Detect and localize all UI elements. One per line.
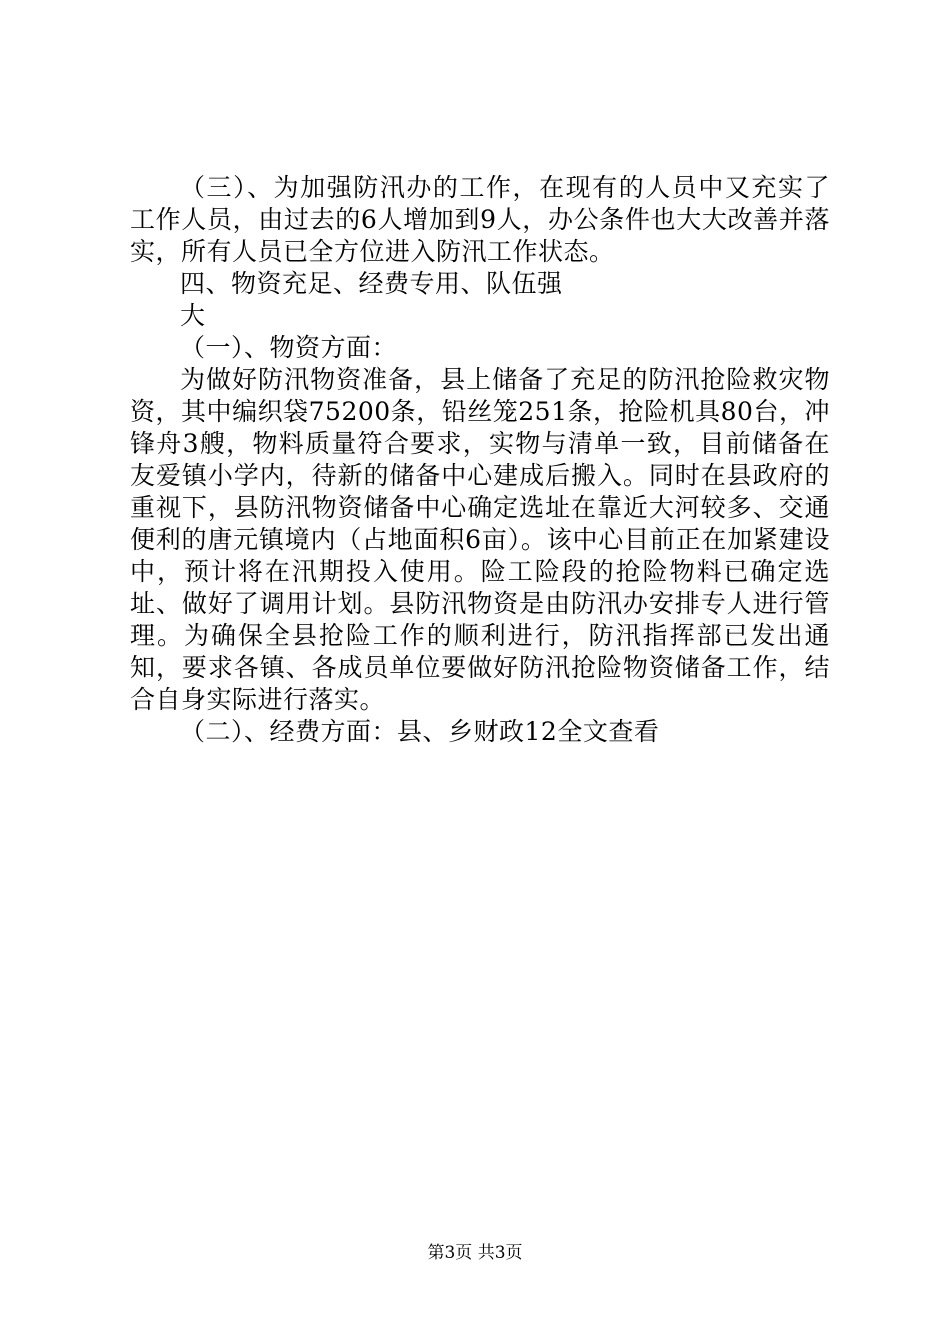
paragraph-materials: 为做好防汛物资准备，县上储备了充足的防汛抢险救灾物资，其中编织袋75200条，铅丝笼251条，抢险机具80台，冲锋舟3艘，物料质量符合要求，实物与清单一致，目前储备在友爱镇小学内，待新的储备中心建成后搬入。同时在县政府的重视下，县防汛物资储备中心确定选址在靠近大河较多、交通便利的唐元镇境内（占地面积6亩）。该中心目前正在加紧建设中，预计将在汛期投入使用。险工险段的抢险物料已确定选址、做好了调用计划。县防汛物资是由防汛办安排专人进行管理。为确保全县抢险工作的顺利进行，防汛指挥部已发出通知，要求各镇、各成员单位要做好防汛抢险物资储备工作，结合自身实际进行落实。 [130, 365, 830, 714]
section-heading-four-continued: 大 [180, 301, 206, 330]
paragraph-funding: （二）、经费方面：县、乡财政12全文查看 [180, 717, 660, 746]
section-heading-four: 四、物资充足、经费专用、队伍强 [180, 269, 563, 298]
subsection-heading-materials: （一）、物资方面： [180, 333, 398, 362]
paragraph-staffing: （三）、为加强防汛办的工作，在现有的人员中又充实了工作人员，由过去的6人增加到9人，办公条件也大大改善并落实，所有人员已全方位进入防汛工作状态。 [130, 173, 830, 266]
document-body [130, 172, 830, 748]
page-number-footer: 第3页 共3页 [427, 1243, 523, 1263]
